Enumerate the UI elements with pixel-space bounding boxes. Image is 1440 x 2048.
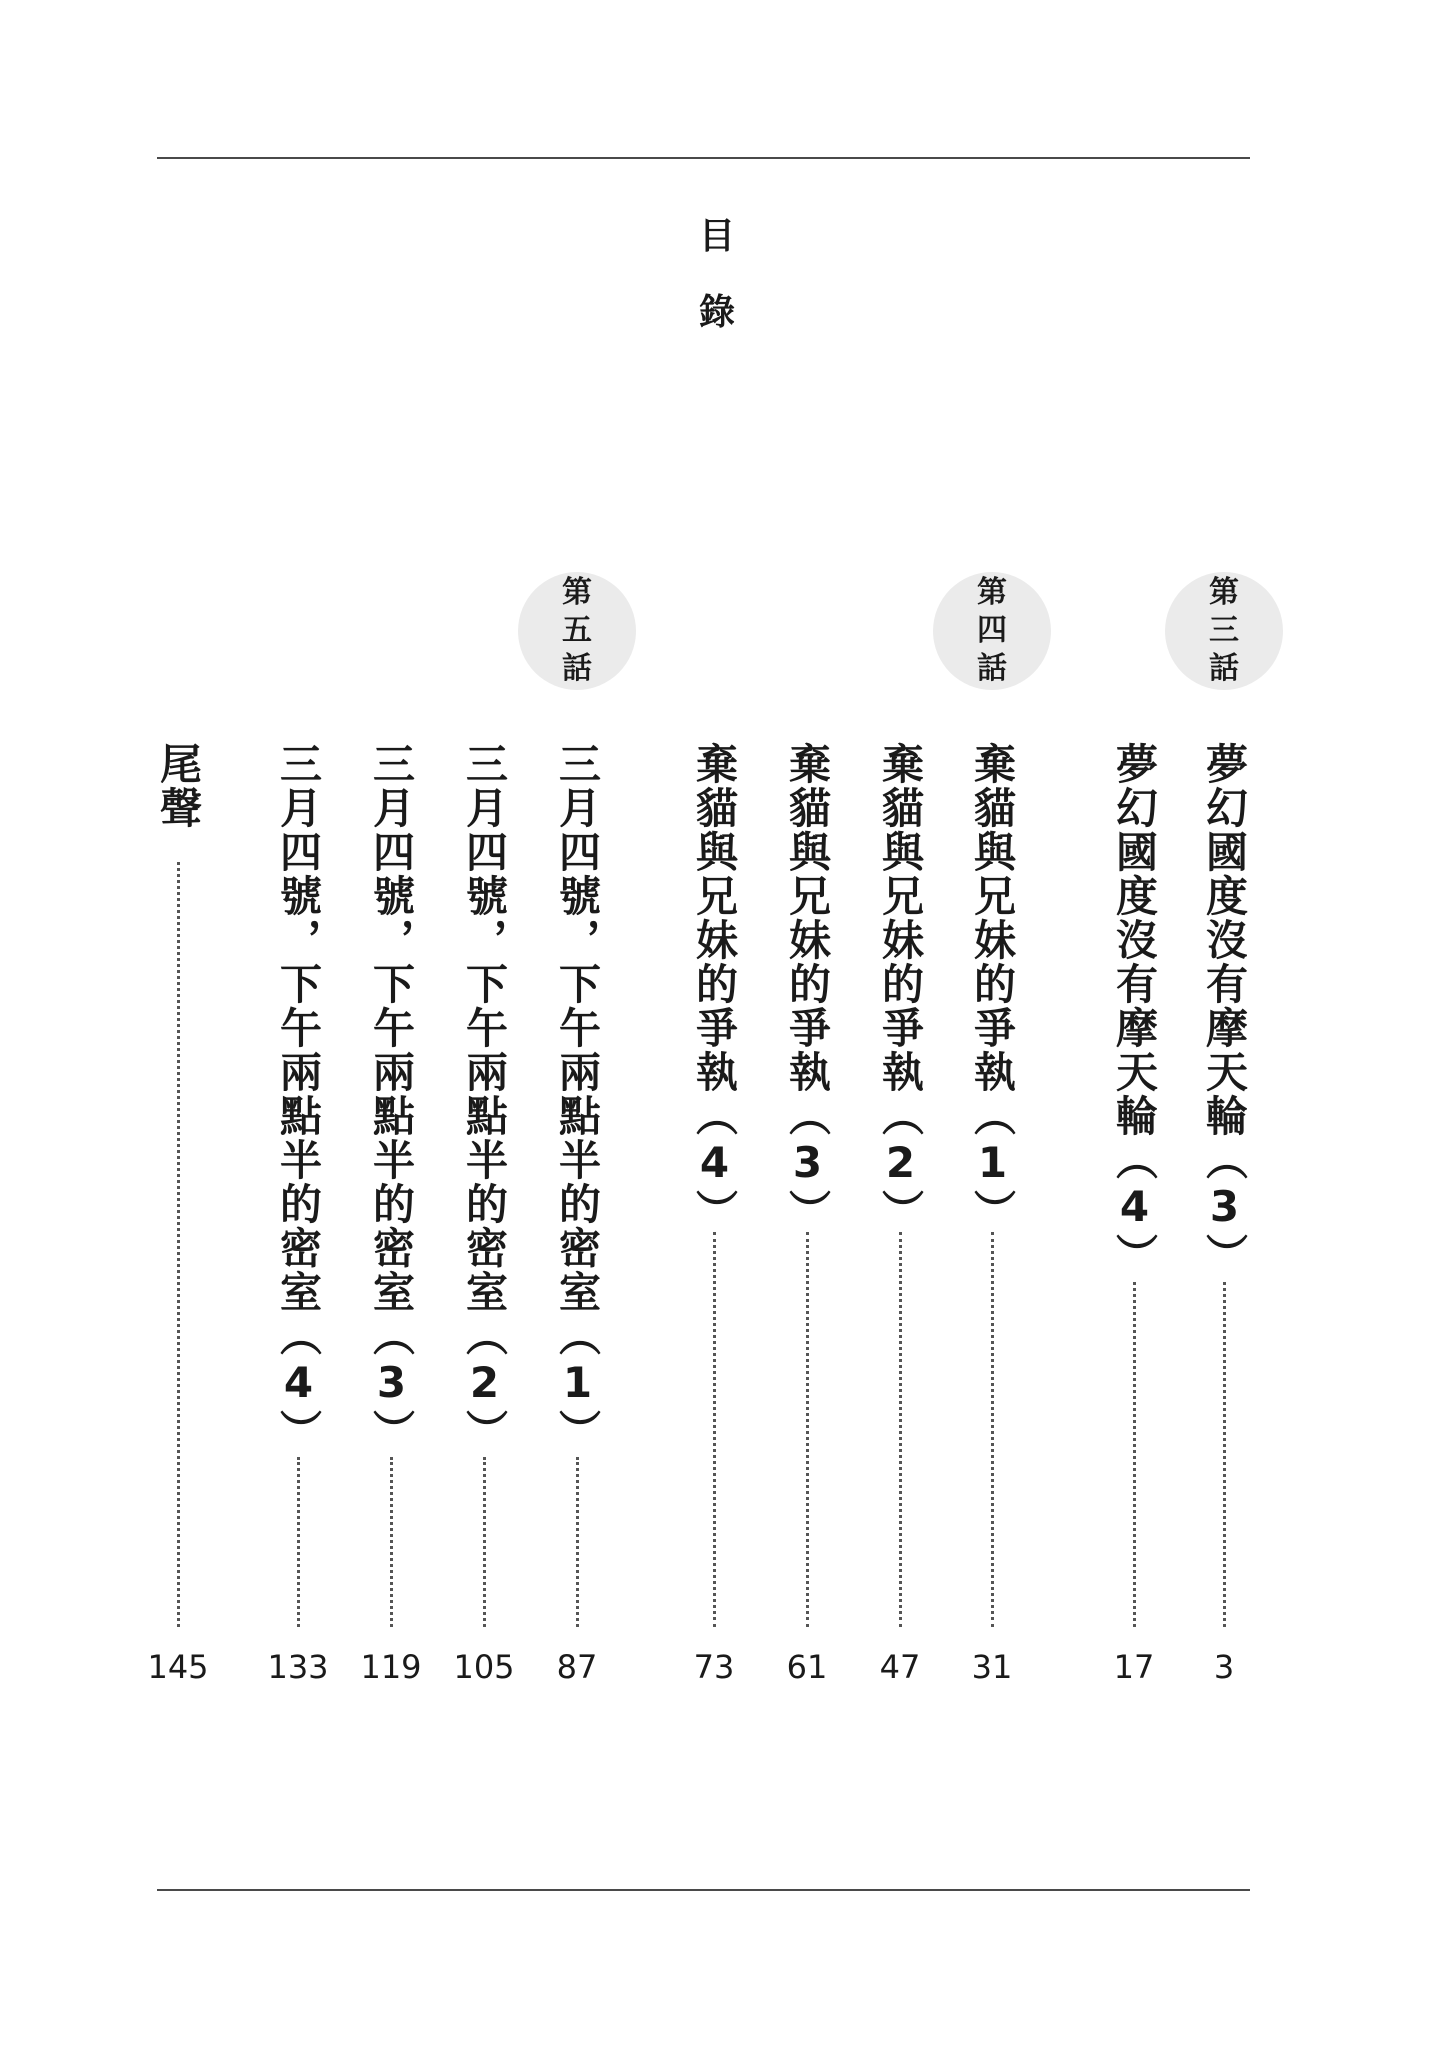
leader-dots <box>177 862 180 1627</box>
toc-entry[interactable] <box>1106 742 1162 1686</box>
entry-title: 尾聲 <box>154 742 203 830</box>
toc-entry[interactable] <box>964 742 1020 1686</box>
page-number: 145 <box>147 1648 209 1686</box>
toc-entry[interactable] <box>360 742 422 1686</box>
leader-dots <box>991 1232 994 1627</box>
leader-dots <box>483 1457 486 1627</box>
entry-title: 棄貓與兄妹的爭執（3） <box>783 742 832 1233</box>
bottom-rule <box>157 1889 1250 1891</box>
toc-entry[interactable] <box>686 742 742 1686</box>
entry-title: 三月四號，下午兩點半的密室（1） <box>553 742 602 1453</box>
toc-entry[interactable] <box>1196 742 1252 1686</box>
page-number: 119 <box>360 1648 422 1686</box>
badge-char: 話 <box>1209 651 1239 686</box>
entry-title: 棄貓與兄妹的爭執（4） <box>690 742 739 1233</box>
top-rule <box>157 157 1250 159</box>
chapter-badge-5 <box>518 572 636 690</box>
page-number: 87 <box>556 1648 598 1686</box>
badge-char: 話 <box>977 651 1007 686</box>
leader-dots <box>713 1232 716 1627</box>
toc-entry[interactable] <box>147 742 209 1686</box>
badge-char: 五 <box>562 613 592 648</box>
page-number: 31 <box>971 1648 1013 1686</box>
page-number: 17 <box>1113 1648 1155 1686</box>
leader-dots <box>806 1232 809 1627</box>
toc-entry[interactable] <box>267 742 329 1686</box>
badge-char: 話 <box>562 651 592 686</box>
entry-title: 三月四號，下午兩點半的密室（3） <box>367 742 416 1453</box>
page-number: 105 <box>453 1648 515 1686</box>
toc-heading <box>690 215 744 335</box>
leader-dots <box>576 1457 579 1627</box>
page-number: 133 <box>267 1648 329 1686</box>
entry-title: 棄貓與兄妹的爭執（2） <box>876 742 925 1233</box>
leader-dots <box>390 1457 393 1627</box>
entry-title: 三月四號，下午兩點半的密室（2） <box>460 742 509 1453</box>
badge-char: 四 <box>977 613 1007 648</box>
badge-char: 第 <box>1209 575 1239 610</box>
toc-entry[interactable] <box>779 742 835 1686</box>
chapter-badge-4 <box>933 572 1051 690</box>
entry-title: 夢幻國度沒有摩天輪（4） <box>1110 742 1159 1277</box>
heading-char: 目 <box>698 216 735 257</box>
badge-char: 第 <box>562 575 592 610</box>
badge-char: 三 <box>1209 613 1239 648</box>
badge-char: 第 <box>977 575 1007 610</box>
leader-dots <box>899 1232 902 1627</box>
leader-dots <box>297 1457 300 1627</box>
page-number: 73 <box>693 1648 735 1686</box>
page-number: 61 <box>786 1648 828 1686</box>
entry-title: 夢幻國度沒有摩天輪（3） <box>1200 742 1249 1277</box>
page-number: 47 <box>879 1648 921 1686</box>
toc-entry[interactable] <box>872 742 928 1686</box>
entry-title: 三月四號，下午兩點半的密室（4） <box>274 742 323 1453</box>
chapter-badge-3 <box>1165 572 1283 690</box>
leader-dots <box>1133 1282 1136 1627</box>
heading-char: 錄 <box>698 292 735 333</box>
toc-entry[interactable] <box>549 742 605 1686</box>
toc-entry[interactable] <box>453 742 515 1686</box>
leader-dots <box>1223 1282 1226 1627</box>
entry-title: 棄貓與兄妹的爭執（1） <box>968 742 1017 1233</box>
page-number: 3 <box>1213 1648 1235 1686</box>
